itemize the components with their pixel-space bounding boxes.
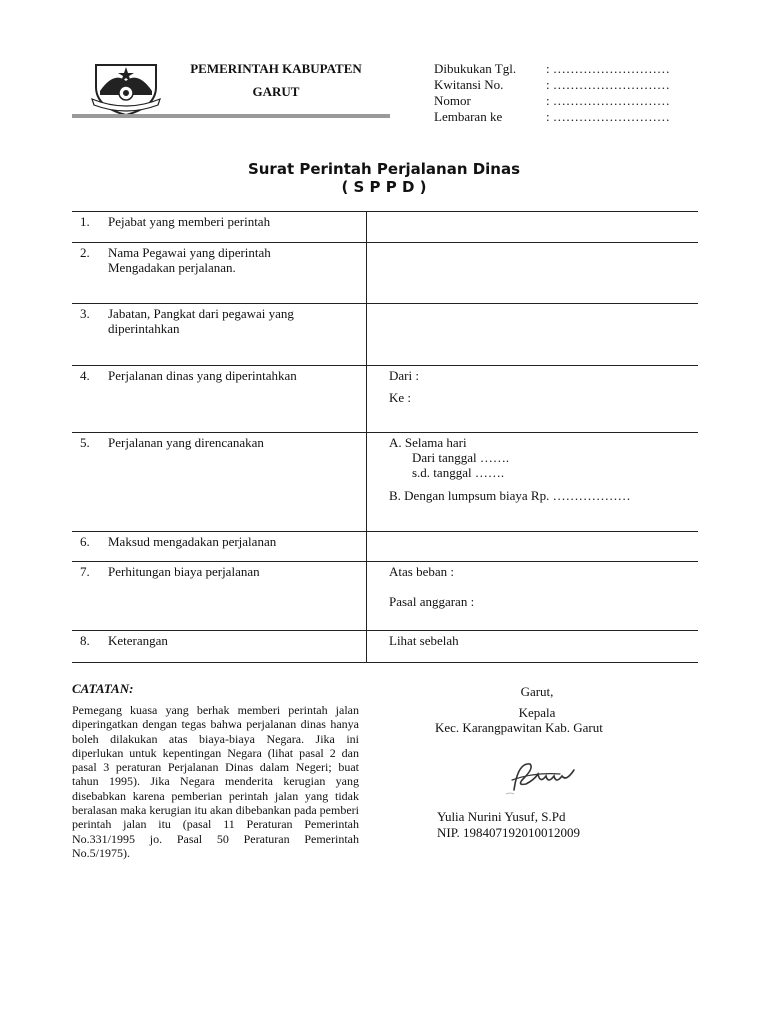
pasal-anggaran-field: Pasal anggaran : <box>389 594 475 609</box>
row-number: 2. <box>80 245 90 260</box>
column-divider <box>366 532 367 562</box>
column-divider <box>366 562 367 631</box>
meta-value: : ……………………… <box>546 93 670 108</box>
lumpsum-field: B. Dengan lumpsum biaya Rp. ……………… <box>389 488 631 503</box>
dari-tanggal-field: Dari tanggal ……. <box>412 450 510 465</box>
header-divider <box>72 114 390 118</box>
row-label: Maksud mengadakan perjalanan <box>108 534 277 549</box>
signature-place: Garut, <box>520 684 554 699</box>
row-label-line2: Mengadakan perjalanan. <box>108 260 236 275</box>
meta-label: Nomor <box>434 93 471 108</box>
column-divider <box>366 212 367 243</box>
row-label-line1: Nama Pegawai yang diperintah <box>108 245 271 260</box>
meta-label: Lembaran ke <box>434 109 503 124</box>
row-number: 5. <box>80 435 90 450</box>
bookkeeping-info <box>434 61 670 125</box>
handwritten-signature-icon <box>504 754 582 798</box>
sd-tanggal-field: s.d. tanggal ……. <box>412 465 505 480</box>
meta-row-kwitansi <box>434 77 670 93</box>
title-line1: Surat Perintah Perjalanan Dinas <box>247 160 521 178</box>
column-divider <box>366 631 367 662</box>
meta-label: Dibukukan Tgl. <box>434 61 517 76</box>
row-number: 8. <box>80 633 90 648</box>
title-line2: ( S P P D ) <box>341 178 427 196</box>
row-label-line1: Jabatan, Pangkat dari pegawai yang <box>108 306 294 321</box>
table-row <box>72 211 698 243</box>
signatory-nip: NIP. 198407192010012009 <box>437 825 581 840</box>
column-divider <box>366 304 367 366</box>
meta-value: : ……………………… <box>546 109 670 124</box>
signature-role: Kepala <box>518 705 556 720</box>
table-row <box>72 303 698 366</box>
garut-regency-emblem-icon <box>90 57 162 117</box>
table-row <box>72 242 698 304</box>
column-divider <box>366 366 367 433</box>
table-row <box>72 432 698 532</box>
document-title <box>0 160 768 196</box>
meta-row-dibukukan <box>434 61 670 77</box>
table-row <box>72 561 698 631</box>
row-label-line2: diperintahkan <box>108 321 180 336</box>
column-divider <box>366 433 367 532</box>
row-label: Pejabat yang memberi perintah <box>108 214 271 229</box>
government-name-line1: PEMERINTAH KABUPATEN <box>190 61 362 76</box>
row-label: Perhitungan biaya perjalanan <box>108 564 260 579</box>
meta-label: Kwitansi No. <box>434 77 504 92</box>
dari-field: Dari : <box>389 368 419 383</box>
row-label <box>108 245 271 275</box>
row-label: Perjalanan dinas yang diperintahkan <box>108 368 297 383</box>
catatan-heading: CATATAN: <box>72 681 134 696</box>
signature-office: Kec. Karangpawitan Kab. Garut <box>435 720 603 735</box>
meta-value: : ……………………… <box>546 77 670 92</box>
row-number: 6. <box>80 534 90 549</box>
row-number: 7. <box>80 564 90 579</box>
table-row <box>72 531 698 562</box>
table-row <box>72 365 698 433</box>
row-label: Keterangan <box>108 633 168 648</box>
selama-field: A. Selama hari <box>389 435 467 450</box>
government-name-line2: GARUT <box>252 84 300 99</box>
row-label <box>108 306 294 336</box>
catatan-text: Pemegang kuasa yang berhak memberi perintah jalan diperingatkan dengan tegas bahwa perjalanan dinas hanya boleh dilakukan atas biaya-biaya Negara. Jika ini diperlukan untuk kepentingan Negara (lihat pasal 2 dan pasal 3 peraturan Perjalanan Dinas dalam Negeri; buat tahun 1995). Jika Negara menderita kerugian yang disebabkan karena pemberian perintah jalan yang tidak beralasan maka kerugian itu akan dibebankan pada pemberi perintah jalan itu (pasal 11 Peraturan Pemerintah No.331/1995 jo. Pasal 50 Peraturan Pemerintah No.5/1975). <box>72 703 359 860</box>
signatory-name: Yulia Nurini Yusuf, S.Pd <box>437 809 566 824</box>
row-number: 3. <box>80 306 90 321</box>
atas-beban-field: Atas beban : <box>389 564 454 579</box>
column-divider <box>366 243 367 304</box>
table-row <box>72 630 698 663</box>
row-number: 1. <box>80 214 90 229</box>
keterangan-value: Lihat sebelah <box>389 633 459 648</box>
meta-value: : ……………………… <box>546 61 670 76</box>
meta-row-lembaran <box>434 109 670 125</box>
ke-field: Ke : <box>389 390 412 405</box>
row-label: Perjalanan yang direncanakan <box>108 435 264 450</box>
meta-row-nomor <box>434 93 670 109</box>
row-number: 4. <box>80 368 90 383</box>
